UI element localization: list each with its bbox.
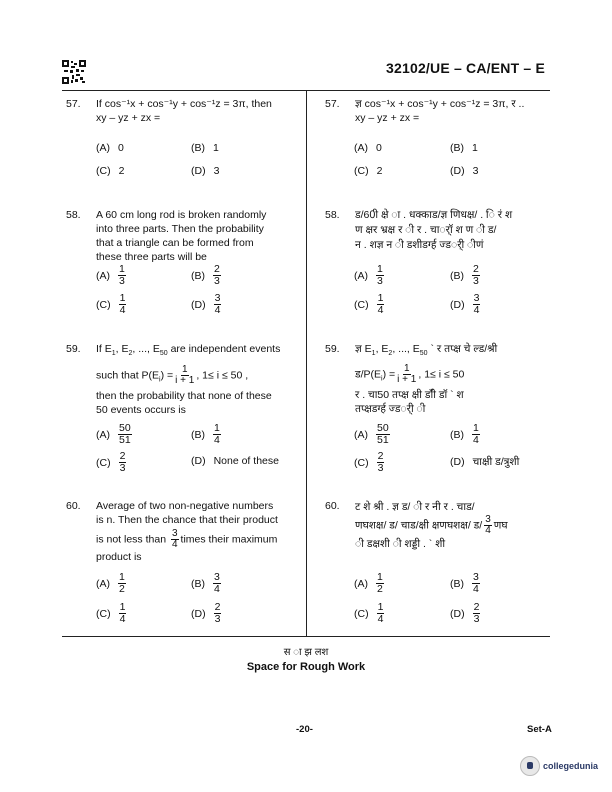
option-b[interactable]: (B) 1 (191, 142, 219, 154)
option-a[interactable]: (A) $\frac{50}{51}$ (354, 422, 389, 446)
option-c[interactable]: (C) $\frac{2}{3}$ (354, 450, 384, 474)
option-c[interactable]: (C) $\frac{1}{4}$ (354, 292, 384, 316)
question-60-en (66, 499, 301, 569)
option-b[interactable]: (B) $\frac{3}{4}$ (191, 571, 220, 595)
option-d[interactable]: (D) $\frac{2}{3}$ (191, 601, 221, 625)
footer-divider (62, 636, 550, 637)
rough-work-hindi: स ा झ लश (283, 647, 329, 658)
option-d[interactable]: (D) चाक्षी ड/त्रुशी (450, 456, 520, 468)
set-label: Set-A (527, 724, 552, 735)
question-number: 59. (325, 343, 340, 355)
option-a[interactable]: (A) 0 (354, 142, 382, 154)
logo-icon (520, 756, 540, 776)
rough-work-label: Space for Rough Work (246, 661, 366, 673)
collegedunia-logo: collegedunia (520, 756, 598, 776)
paper-code: 32102/UE – CA/ENT – E (386, 60, 546, 76)
question-57-en (66, 97, 301, 137)
question-number: 58. (325, 209, 340, 221)
question-text: ट शे श्री . ज्ञ ड/ ी र नी र . चाड/ णघशक्ष/ ड/ चाड/क्षी क्षणघशक्ष/ ड/ $\frac{3}{4}$ णघ ी डक्षशी ी शड्डी . ` शी (355, 501, 508, 550)
option-c[interactable]: (C) $\frac{1}{4}$ (354, 601, 384, 625)
option-b[interactable]: (B) 1 (450, 142, 478, 154)
question-number: 60. (325, 500, 340, 512)
option-c[interactable]: (C) $\frac{2}{3}$ (96, 450, 126, 474)
question-number: 57. (325, 98, 340, 110)
question-58-en (66, 208, 301, 268)
question-number: 57. (66, 98, 81, 110)
option-b[interactable]: (B) $\frac{2}{3}$ (450, 263, 479, 287)
option-a[interactable]: (A) $\frac{1}{2}$ (354, 571, 383, 595)
option-d[interactable]: (D) $\frac{2}{3}$ (450, 601, 480, 625)
question-number: 60. (66, 500, 81, 512)
option-b[interactable]: (B) $\frac{2}{3}$ (191, 263, 220, 287)
question-text: ज्ञ cos⁻¹x + cos⁻¹y + cos⁻¹z = 3π, र .. xy – yz + zx = (355, 98, 525, 124)
option-d[interactable]: (D) 3 (450, 165, 479, 177)
option-d[interactable]: (D) $\frac{3}{4}$ (450, 292, 480, 316)
option-b[interactable]: (B) $\frac{1}{4}$ (450, 422, 479, 446)
option-c[interactable]: (C) $\frac{1}{4}$ (96, 601, 126, 625)
question-number: 58. (66, 209, 81, 221)
option-d[interactable]: (D) $\frac{3}{4}$ (191, 292, 221, 316)
question-59-en (66, 342, 301, 417)
page-number: -20- (296, 724, 313, 735)
question-59-hi (325, 342, 555, 417)
option-a[interactable]: (A) 0 (96, 142, 124, 154)
question-text: ज्ञ $E_1$, $E_2$, ..., $E_{50}$ ` र तप्क्ष चे ल्ड/श्री $ड/P(E_i)$ = $\frac{1}{i + 1}$ , 1≤ i ≤ 50 र . चा50 तप्क्ष क्षी डॉी डॉ ` श तप्क्षडर्ग्ह ज्डर्ी ी (355, 343, 498, 416)
option-a[interactable]: (A) $\frac{50}{51}$ (96, 422, 131, 446)
question-text: ड/60ी क्षे ा . धक्काड/ज्ञ णिधक्ष/ . ि रं श ण क्षर भ्रक्ष र ी र . चार्ॉ श ण ी ड/ न . शज्ञ न ी डशीडर्ग्ह ज्डर्ी ीणं (355, 209, 513, 251)
question-57-hi (325, 97, 555, 137)
option-d[interactable]: (D) 3 (191, 165, 220, 177)
column-divider (306, 90, 307, 636)
option-c[interactable]: (C) 2 (354, 165, 383, 177)
qr-code-icon (62, 60, 86, 84)
question-text: If cos⁻¹x + cos⁻¹y + cos⁻¹z = 3π, then xy – yz + zx = (96, 98, 272, 124)
question-60-hi (325, 499, 555, 559)
option-a[interactable]: (A) $\frac{1}{2}$ (96, 571, 125, 595)
question-text: Average of two non-negative numbers is n. Then the chance that their product is not less than $\frac{3}{4}$ times their maximum product is (96, 500, 278, 563)
question-58-hi (325, 208, 555, 258)
option-b[interactable]: (B) $\frac{3}{4}$ (450, 571, 479, 595)
question-number: 59. (66, 343, 81, 355)
option-c[interactable]: (C) $\frac{1}{4}$ (96, 292, 126, 316)
option-a[interactable]: (A) $\frac{1}{3}$ (354, 263, 383, 287)
option-d[interactable]: (D) None of these (191, 455, 279, 467)
question-text: If $E_1$, $E_2$, ..., $E_{50}$ are independent events such that $P(E_i)$ = $\frac{1}{i + 1}$ , 1≤ i ≤ 50 , then the probability that none of these 50 events occurs is (96, 343, 281, 417)
option-c[interactable]: (C) 2 (96, 165, 125, 177)
option-b[interactable]: (B) $\frac{1}{4}$ (191, 422, 220, 446)
question-text: A 60 cm long rod is broken randomly into three parts. Then the probability that a triangle can be formed from these three parts will be (96, 209, 267, 263)
option-a[interactable]: (A) $\frac{1}{3}$ (96, 263, 125, 287)
